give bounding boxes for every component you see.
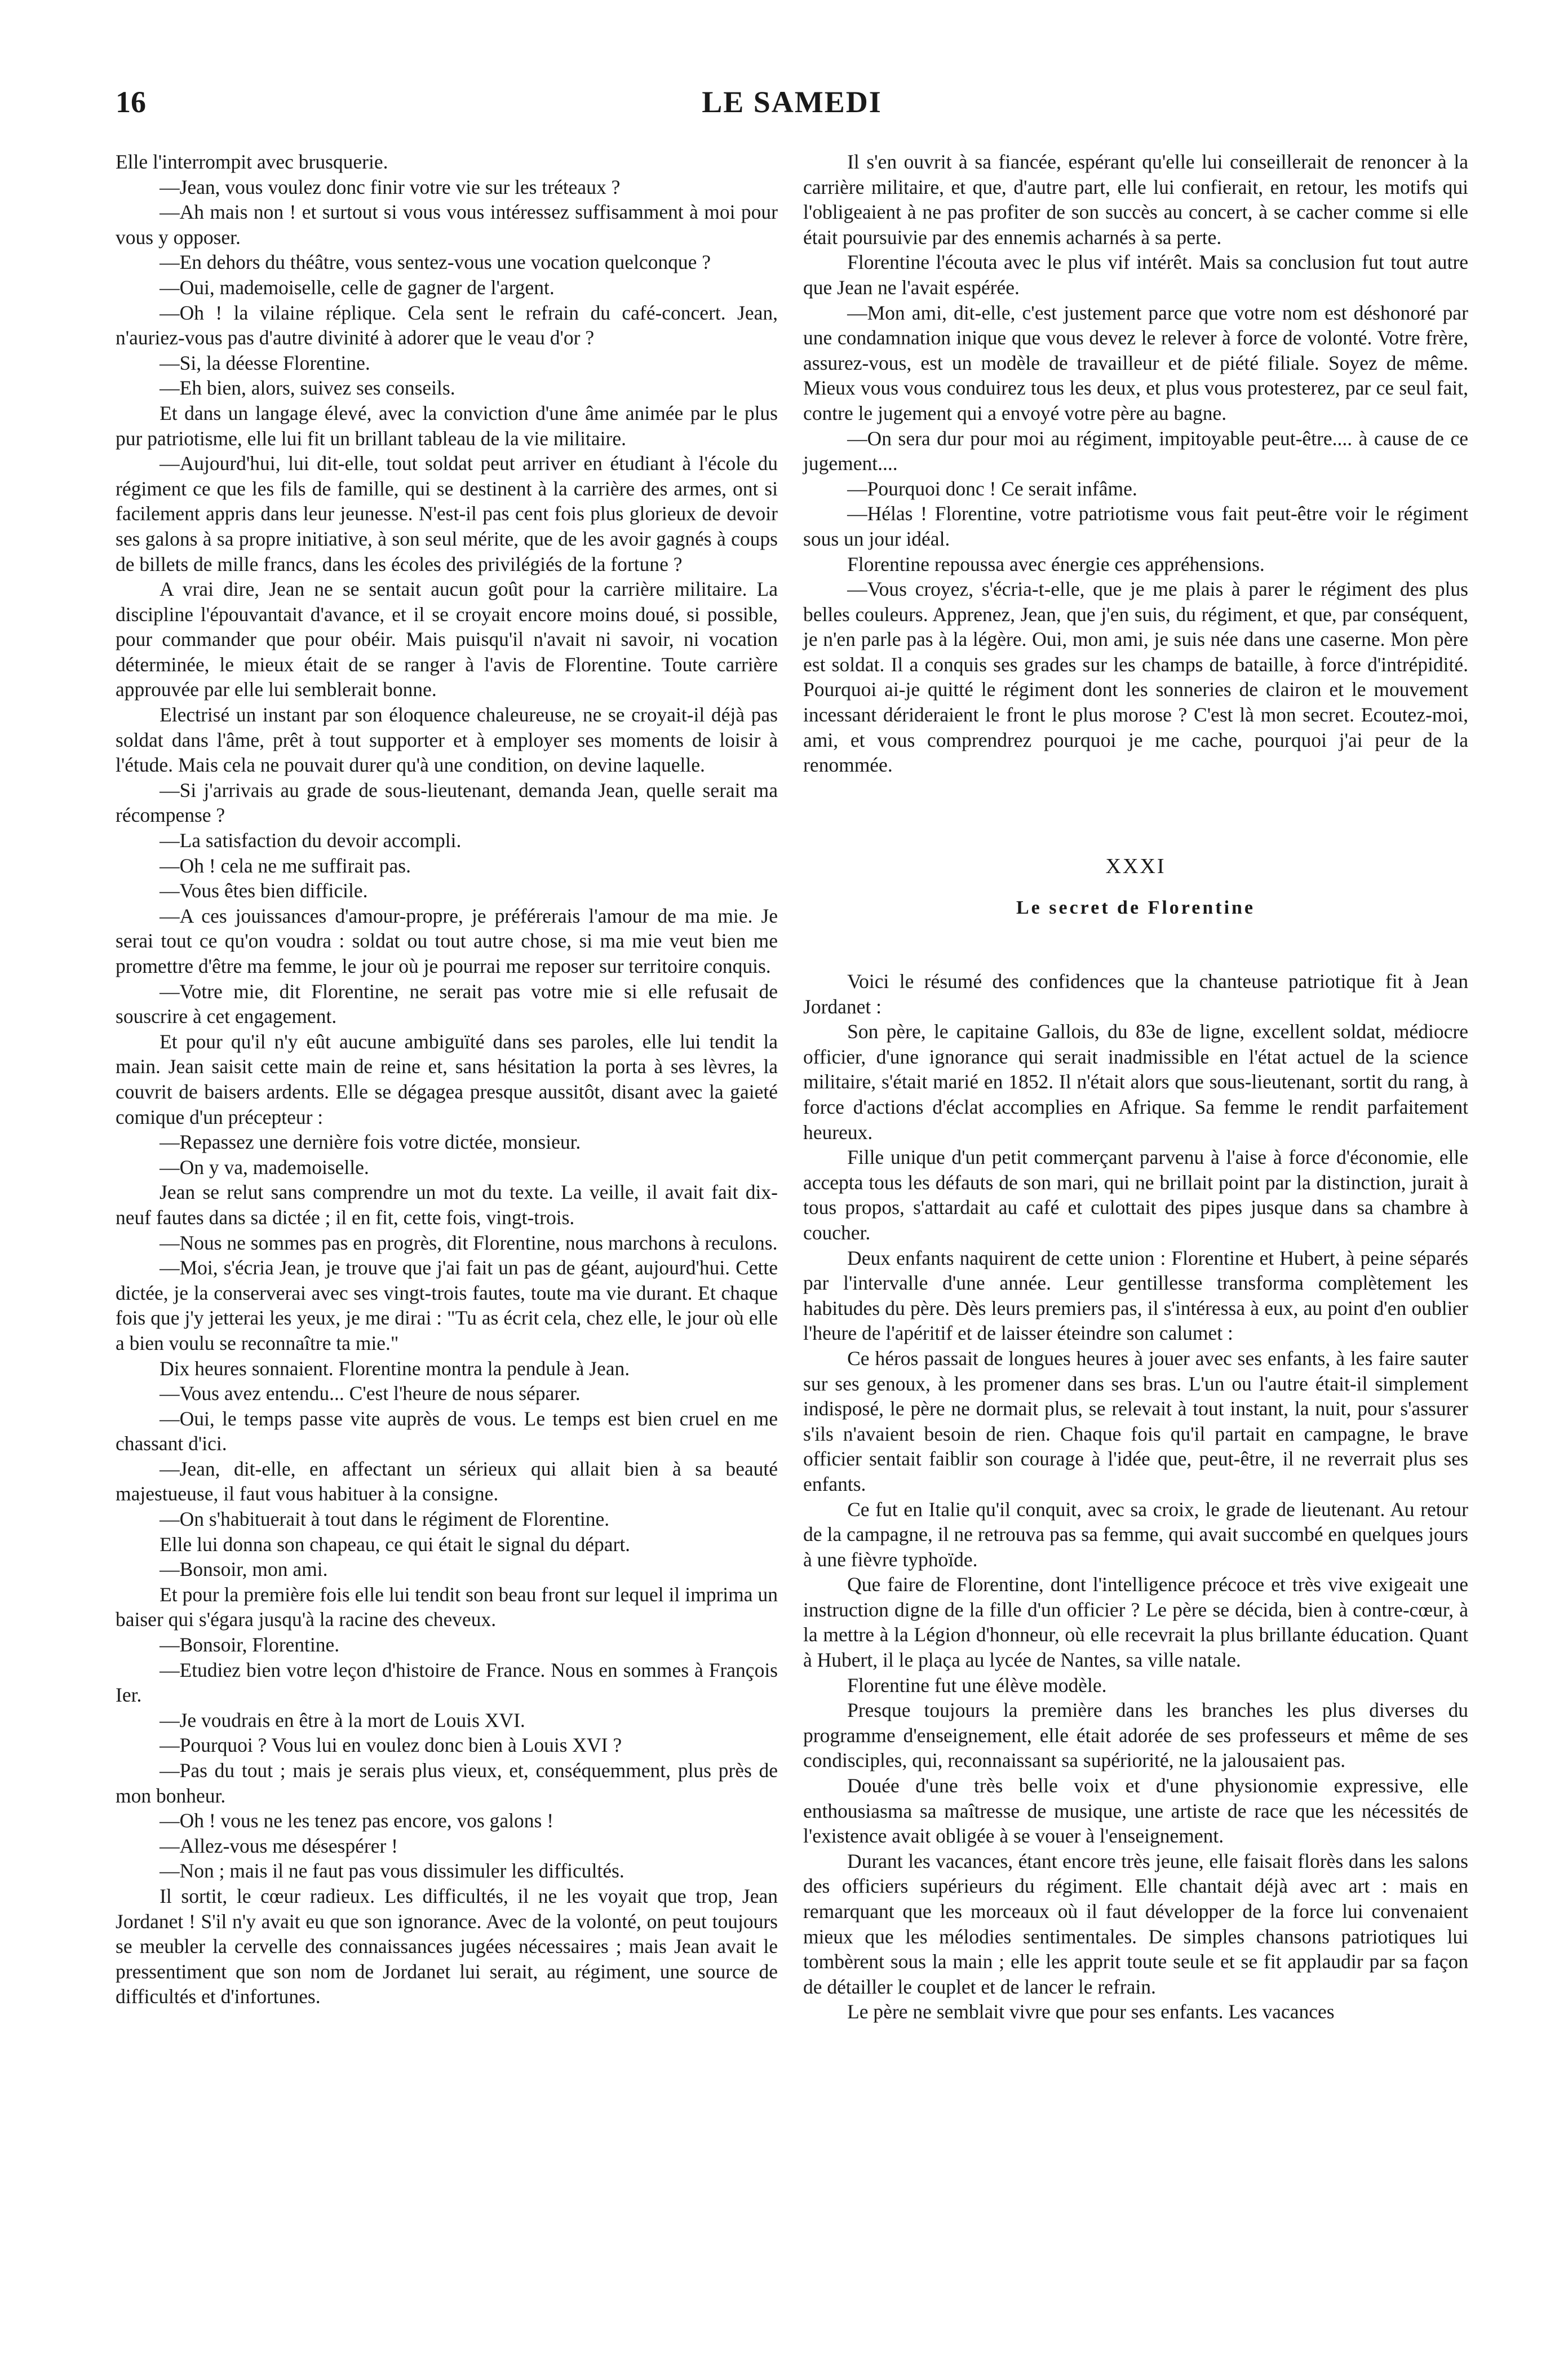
paragraph: —Aujourd'hui, lui dit-elle, tout soldat peut arriver en étudiant à l'école du régiment ce que les fils de famille, qui se destinent à la carrière des armes, ont si facilement appris dans leur jeunesse. N'est-il pas cent fois plus glorieux de devoir ses galons à sa propre initiative, à son seul mérite, que de les avoir gagnés à coups de billets de mille francs, dans les écoles des privilégiés de la fortune ? — [116, 452, 778, 575]
paragraph: Durant les vacances, étant encore très jeune, elle faisait florès dans les salons des officiers supérieurs du régiment. Elle chantait déjà avec art : mais en remarquant que les morceaux où il faut développer de la force lui convenaient mieux que les mélodies sentimentales. De simples chansons patriotiques lui tombèrent sous la main ; elle les apprit toute seule et se fit applaudir par sa façon de détailler le couplet et de lancer le refrain. — [803, 1849, 1468, 1998]
paragraph: —Vous croyez, s'écria-t-elle, que je me plais à parer le régiment des plus belles couleurs. Apprenez, Jean, que j'en suis, du régiment, et que, par conséquent, je n'en parle pas à la légère. Oui, mon ami, je suis née dans une caserne. Mon père est soldat. Il a conquis ses grades sur les champs de bataille, à force d'intrépidité. Pourquoi ai-je quitté le régiment dont les sonneries de clairon et le mouvement incessant dérideraient le front le plus morose ? C'est là mon secret. Ecoutez-moi, ami, et vous comprendrez pourquoi je me cache, pourquoi j'ai peur de la renommée. — [803, 578, 1468, 777]
paragraph: —En dehors du théâtre, vous sentez-vous une vocation quelconque ? — [160, 251, 711, 274]
paragraph: —Pourquoi donc ! Ce serait infâme. — [847, 477, 1137, 500]
paragraph: —Oui, le temps passe vite auprès de vous. Le temps est bien cruel en me chassant d'ici. — [116, 1407, 778, 1455]
paragraph: Florentine repoussa avec énergie ces appréhensions. — [847, 552, 1265, 575]
paragraph: —Nous ne sommes pas en progrès, dit Florentine, nous marchons à reculons. — [160, 1231, 778, 1254]
paragraph: —Jean, vous voulez donc finir votre vie sur les tréteaux ? — [160, 175, 621, 198]
paragraph: —Jean, dit-elle, en affectant un sérieux qui allait bien à sa beauté majestueuse, il faut vous habituer à la consigne. — [116, 1457, 778, 1505]
paragraph: Son père, le capitaine Gallois, du 83e de ligne, excellent soldat, médiocre officier, d'une ignorance qui serait inadmissible en l'état actuel de la science militaire, s'était marié en 1852. Il n'était alors que sous-lieutenant, sortit du rang, à force d'actions d'éclat accomplies en Afrique. Sa femme le rendit parfaitement heureux. — [803, 1020, 1468, 1144]
paragraph: —Si j'arrivais au grade de sous-lieutenant, demanda Jean, quelle serait ma récompense ? — [116, 778, 778, 827]
paragraph: —Bonsoir, Florentine. — [160, 1633, 340, 1657]
paragraph: Presque toujours la première dans les branches les plus diverses du programme d'enseignement, elle était adorée de ses professeurs et même de ses condisciples, qui, reconnaissant sa supériorité, ne la jalousaient pas. — [803, 1699, 1468, 1772]
paragraph: —Oui, mademoiselle, celle de gagner de l'argent. — [160, 276, 555, 299]
paragraph: Et dans un langage élevé, avec la conviction d'une âme animée par le plus pur patriotisme, elle lui fit un brillant tableau de la vie militaire. — [116, 401, 778, 450]
chapter-number: XXXI — [1105, 854, 1166, 878]
paragraph: —Je voudrais en être à la mort de Louis XVI. — [160, 1708, 525, 1731]
paragraph: —Ah mais non ! et surtout si vous vous intéressez suffisamment à moi pour vous y opposer. — [116, 201, 778, 249]
paragraph: —On y va, mademoiselle. — [160, 1155, 369, 1179]
paragraph: —Vous avez entendu... C'est l'heure de nous séparer. — [160, 1382, 581, 1405]
journal-title: LE SAMEDI — [702, 85, 882, 119]
chapter-title: Le secret de Florentine — [1016, 897, 1256, 919]
paragraph: Et pour la première fois elle lui tendit son beau front sur lequel il imprima un baiser qui s'égara jusqu'à la racine des cheveux. — [116, 1583, 778, 1631]
paragraph: Elle lui donna son chapeau, ce qui était le signal du départ. — [160, 1533, 631, 1556]
paragraph: —Etudiez bien votre leçon d'histoire de France. Nous en sommes à François Ier. — [116, 1658, 778, 1707]
paragraph: Florentine l'écouta avec le plus vif intérêt. Mais sa conclusion fut tout autre que Jean ne l'avait espérée. — [803, 251, 1468, 299]
paragraph: —Votre mie, dit Florentine, ne serait pas votre mie si elle refusait de souscrire à cet engagement. — [116, 980, 778, 1028]
page-header — [116, 85, 1468, 130]
paragraph: —A ces jouissances d'amour-propre, je préférerais l'amour de ma mie. Je serai tout ce qu'on voudra : soldat ou tout autre chose, si ma mie veut bien me promettre d'être ma femme, le jour où je pourrai me reposer sur territoire conquis. — [116, 904, 778, 977]
paragraph: —On s'habituerait à tout dans le régiment de Florentine. — [160, 1508, 610, 1531]
paragraph: Il sortit, le cœur radieux. Les difficultés, il ne les voyait que trop, Jean Jordanet ! S'il n'y avait eu que son ignorance. Avec de la volonté, on peut toujours se meubler la cervelle des connaissances jugées nécessaires ; mais Jean avait le pressentiment que son nom de Jordanet lui serait, au régiment, une source de difficultés et d'infortunes. — [116, 1884, 778, 2008]
paragraph: Et pour qu'il n'y eût aucune ambiguïté dans ses paroles, elle lui tendit la main. Jean saisit cette main de reine et, sans hésitation la porta à ses lèvres, la couvrit de baisers ardents. Elle se dégagea presque aussitôt, disant avec la gaieté comique d'un précepteur : — [116, 1030, 778, 1128]
paragraph: —Non ; mais il ne faut pas vous dissimuler les difficultés. — [160, 1859, 624, 1883]
paragraph: Le père ne semblait vivre que pour ses enfants. Les vacances — [847, 2000, 1335, 2023]
paragraph: Jean se relut sans comprendre un mot du texte. La veille, il avait fait dix-neuf fautes dans sa dictée ; il en fit, cette fois, vingt-trois. — [116, 1181, 778, 1229]
paragraph: Ce fut en Italie qu'il conquit, avec sa croix, le grade de lieutenant. Au retour de la campagne, il ne retrouva pas sa femme, qui avait succombé en quelques jours à une fièvre typhoïde. — [803, 1498, 1468, 1571]
paragraph: Dix heures sonnaient. Florentine montra la pendule à Jean. — [160, 1357, 630, 1380]
paragraph: Florentine fut une élève modèle. — [847, 1673, 1107, 1697]
paragraph: —Allez-vous me désespérer ! — [160, 1834, 398, 1857]
paragraph: —Pourquoi ? Vous lui en voulez donc bien à Louis XVI ? — [160, 1734, 622, 1757]
paragraph: Que faire de Florentine, dont l'intelligence précoce et très vive exigeait une instruction digne de la fille d'un officier ? Le père se décida, bien à contre-cœur, à la mettre à la Légion d'honneur, où elle recevrait la plus brillante éducation. Quant à Hubert, il le plaça au lycée de Nantes, sa ville natale. — [803, 1573, 1468, 1672]
paragraph: —La satisfaction du devoir accompli. — [160, 829, 462, 852]
right-column — [803, 149, 1468, 2025]
paragraph: Voici le résumé des confidences que la chanteuse patriotique fit à Jean Jordanet : — [803, 970, 1468, 1018]
paragraph: Electrisé un instant par son éloquence chaleureuse, ne se croyait-il déjà pas soldat dans l'âme, prêt à tout supporter et à employer ses moments de loisir à l'étude. Mais cela ne pouvait durer qu'à une condition, on devine laquelle. — [116, 703, 778, 777]
paragraph: —Repassez une dernière fois votre dictée, monsieur. — [160, 1131, 581, 1154]
paragraph: Douée d'une très belle voix et d'une physionomie expressive, elle enthousiasma sa maîtresse de musique, une artiste de race que les nécessités de l'existence avait obligée à se vouer à l'enseignement. — [803, 1774, 1468, 1848]
page-number: 16 — [116, 85, 146, 119]
paragraph: A vrai dire, Jean ne se sentait aucun goût pour la carrière militaire. La discipline l'épouvantait d'avance, et il se croyait encore moins doué, si possible, pour commander que pour obéir. Mais puisqu'il n'avait ni savoir, ni vocation déterminée, le mieux était de se ranger à l'avis de Florentine. Toute carrière approuvée par elle lui semblerait bonne. — [116, 578, 778, 701]
paragraph: Deux enfants naquirent de cette union : Florentine et Hubert, à peine séparés par l'intervalle d'une année. Leur gentillesse transforma complètement les habitudes du père. Dès leurs premiers pas, il s'intéressa à eux, au point d'en oublier l'heure de l'apéritif et de laisser éteindre son calumet : — [803, 1246, 1468, 1345]
paragraph: —Oh ! cela ne me suffirait pas. — [160, 854, 411, 877]
paragraph: —Oh ! la vilaine réplique. Cela sent le refrain du café-concert. Jean, n'auriez-vous pas d'autre divinité à adorer que le veau d'or ? — [116, 301, 778, 349]
paragraph: —Si, la déesse Florentine. — [160, 351, 370, 374]
paragraph: Il s'en ouvrit à sa fiancée, espérant qu'elle lui conseillerait de renoncer à la carrière militaire, et que, d'autre part, elle lui confierait, en retour, les motifs qui l'obligeaient à ne pas profiter de son succès au concert, à se cacher comme si elle était poursuivie par des ennemis acharnés à sa perte. — [803, 150, 1468, 249]
paragraph: —Bonsoir, mon ami. — [160, 1558, 328, 1581]
paragraph: —Oh ! vous ne les tenez pas encore, vos galons ! — [160, 1809, 554, 1832]
paragraph: Ce héros passait de longues heures à jouer avec ses enfants, à les faire sauter sur ses genoux, à les promener dans ses bras. L'un ou l'autre était-il simplement indisposé, le père ne dormait plus, se relevait à tout instant, la nuit, pour s'assurer s'ils n'avaient besoin de rien. Chaque fois qu'il partait en campagne, le brave officier sentait faiblir son courage à l'idée que, peut-être, il ne reverrait plus ses enfants. — [803, 1347, 1468, 1495]
paragraph: —Pas du tout ; mais je serais plus vieux, et, conséquemment, plus près de mon bonheur. — [116, 1759, 778, 1807]
left-column — [116, 149, 778, 2009]
paragraph: —Hélas ! Florentine, votre patriotisme vous fait peut-être voir le régiment sous un jour idéal. — [803, 502, 1468, 550]
paragraph: Fille unique d'un petit commerçant parvenu à l'aise à force d'économie, elle accepta tous les défauts de son mari, qui ne brillait point par la distinction, jurait à tous propos, s'attardait au café et culottait des pipes jusque dans sa chambre à coucher. — [803, 1146, 1468, 1244]
paragraph: —Moi, s'écria Jean, je trouve que j'ai fait un pas de géant, aujourd'hui. Cette dictée, je la conserverai avec ses vingt-trois fautes, toute ma vie durant. Et chaque fois que j'y jetterai les yeux, je me dirai : "Tu as écrit cela, chez elle, le jour où elle a bien voulu se reconnaître ta mie." — [116, 1256, 778, 1354]
paragraph: —Mon ami, dit-elle, c'est justement parce que votre nom est déshonoré par une condamnation inique que vous devez le relever à force de volonté. Votre frère, assurez-vous, est un modèle de travailleur et de piété filiale. Soyez de même. Mieux vous vous conduirez tous les deux, et plus vous protesterez, par ce seul fait, contre le jugement qui a envoyé votre père au bagne. — [803, 301, 1468, 424]
paragraph: —Vous êtes bien difficile. — [160, 879, 368, 902]
paragraph: Elle l'interrompit avec brusquerie. — [116, 150, 388, 173]
paragraph: —On sera dur pour moi au régiment, impitoyable peut-être.... à cause de ce jugement.... — [803, 427, 1468, 475]
paragraph: —Eh bien, alors, suivez ses conseils. — [160, 377, 455, 400]
